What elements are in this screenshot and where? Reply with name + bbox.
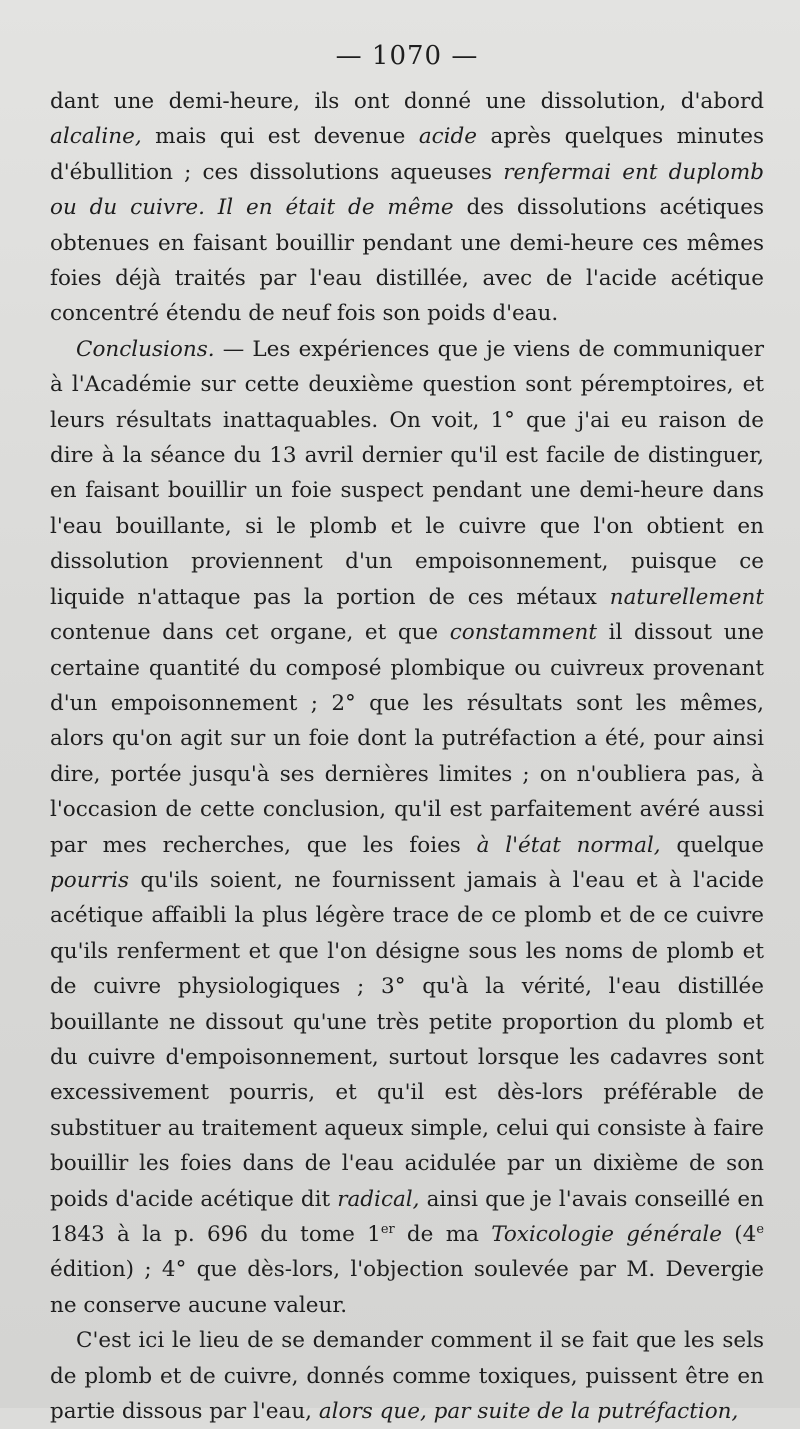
italic-run: naturellement	[609, 584, 764, 610]
italic-run: alcaline,	[50, 124, 142, 150]
text-run: ainsi que je l'avais conseillé en 1843 à la p. 696 du tome 1	[50, 1186, 764, 1247]
body-text	[50, 84, 764, 1429]
italic-run: pourris	[50, 867, 130, 893]
paragraph-1	[50, 84, 764, 332]
text-run: il dissout une certaine quantité du composé plombique ou cuivreux provenant d'un empoisonnement ; 2° que les résultats sont les mêmes, alors qu'on agit sur un foie dont la putréfaction a été, pour ainsi dire, portée jusqu'à ses dernières limites ; on n'oubliera pas, à l'occasion de cette conclusion, qu'il est parfaitement avéré aussi par mes recherches, que les foies	[50, 620, 765, 858]
superscript: e	[756, 1221, 765, 1237]
text-run: édition) ; 4° que dès-lors, l'objection soulevée par M. Devergie ne conserve aucune valeur.	[50, 1257, 764, 1318]
text-run: C'est ici le lieu de se demander comment il se fait que les sels de plomb et de cuivre, donnés comme toxiques, puissent être en partie dissous par l'eau,	[50, 1328, 764, 1425]
italic-run: renfermai ent duplomb ou du cuivre. Il en était de même	[50, 159, 764, 221]
page-number: — 1070 —	[335, 41, 479, 71]
text-run: qu'ils soient, ne fournissent jamais à l'eau et à l'acide acétique affaibli la plus légère trace de ce plomb et de ce cuivre qu'ils renferment et que l'on désigne sous les noms de plomb et de cuivre physiologiques ; 3° qu'à la vérité, l'eau distillée bouillante ne dissout qu'une très petite proportion du plomb et du cuivre d'empoisonnement, surtout lorsque les cadavres sont excessivement pourris, et qu'il est dès-lors préférable de substituer au traitement aqueux simple, celui qui consiste à faire bouillir les foies dans de l'eau acidulée par un dixième de son poids d'acide acétique dit	[50, 867, 764, 1212]
italic-run: Toxicologie générale	[491, 1222, 723, 1247]
text-run: après quelques minutes d'ébullition ; ces dissolutions aqueuses	[50, 124, 764, 185]
text-run: dant une demi-heure, ils ont donné une dissolution, d'abord	[50, 89, 764, 114]
italic-run: radical,	[337, 1186, 420, 1212]
italic-run: constamment	[449, 620, 598, 646]
paragraph-2	[50, 332, 764, 1323]
text-run: quelque	[660, 832, 764, 858]
italic-run: Conclusions.	[76, 336, 215, 362]
italic-run: acide	[418, 124, 478, 150]
paragraph-3	[50, 1323, 764, 1429]
superscript: er	[380, 1221, 395, 1237]
text-run: — Les expériences que je viens de communiquer à l'Académie sur cette deuxième question sont péremptoires, et leurs résultats inattaquables. On voit, 1° que j'ai eu raison de dire à la séance du 13 avril dernier qu'il est facile de distinguer, en faisant bouillir un foie suspect pendant une demi-heure dans l'eau bouillante, si le plomb et le cuivre que l'on obtient en dissolution proviennent d'un empoisonnement, puisque ce liquide n'attaque pas la portion de ces métaux	[50, 336, 764, 610]
text-run: contenue dans cet organe, et que	[50, 620, 450, 646]
italic-run: à l'état normal,	[476, 832, 661, 858]
text-run: de ma	[394, 1222, 492, 1247]
text-run: mais qui est devenue	[141, 124, 419, 150]
text-run: (4	[722, 1222, 757, 1247]
text-run: des dissolutions acétiques obtenues en faisant bouillir pendant une demi-heure ces mêmes foies déjà traités par l'eau distillée, avec de l'acide acétique concentré étendu de neuf fois son poids d'eau.	[50, 195, 764, 327]
italic-run: alors que, par suite de la putréfaction,	[318, 1399, 739, 1425]
